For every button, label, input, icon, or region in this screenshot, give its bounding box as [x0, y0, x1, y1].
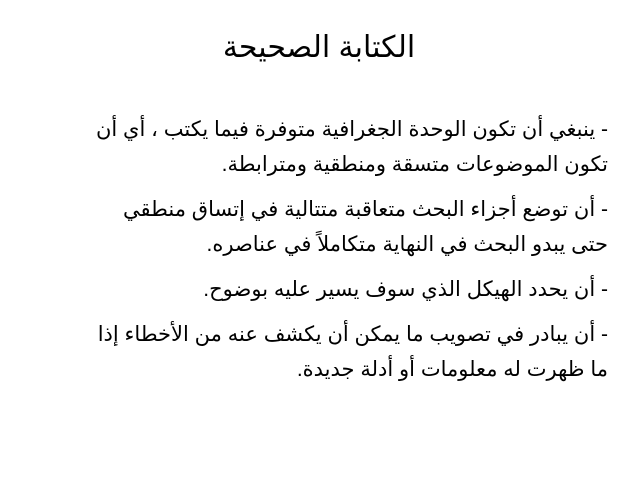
bullet-item-4 — [18, 317, 608, 387]
slide-title: الكتابة الصحيحة — [222, 31, 416, 64]
bullet-line: - أن يبادر في تصويب ما يمكن أن يكشف عنه من الأخطاء إذا — [97, 323, 608, 346]
bullet-line: - أن توضع أجزاء البحث متعاقبة متتالية في إتساق منطقي — [123, 198, 608, 221]
bullet-list — [18, 112, 608, 387]
bullet-line: حتى يبدو البحث في النهاية متكاملاً في عناصره. — [206, 233, 608, 256]
bullet-line: - أن يحدد الهيكل الذي سوف يسير عليه بوضوح. — [203, 278, 608, 301]
bullet-item-3 — [18, 272, 608, 307]
bullet-line: تكون الموضوعات متسقة ومنطقية ومترابطة. — [221, 153, 608, 176]
bullet-item-2 — [18, 192, 608, 262]
bullet-line: - ينبغي أن تكون الوحدة الجغرافية متوفرة فيما يكتب ، أي أن — [95, 118, 608, 141]
bullet-item-1 — [18, 112, 608, 182]
bullet-line: ما ظهرت له معلومات أو أدلة جديدة. — [296, 358, 608, 381]
